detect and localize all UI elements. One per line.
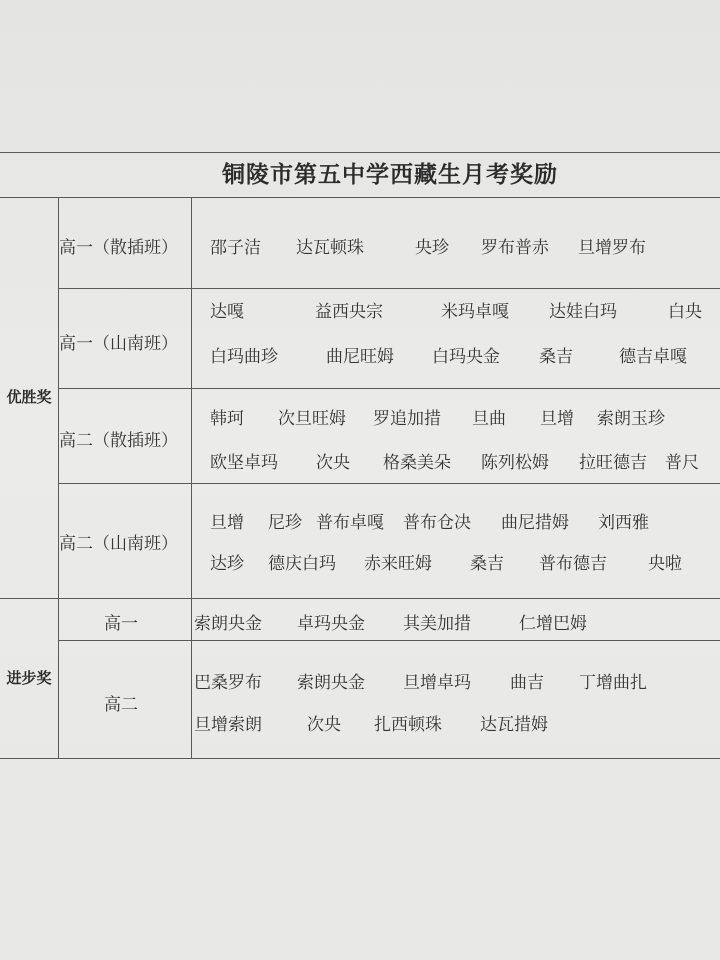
student-name: 桑吉 [470, 554, 504, 574]
table-bottom-border [0, 758, 720, 759]
student-name: 旦增卓玛 [403, 673, 471, 693]
student-name: 旦增 [540, 409, 574, 429]
student-name: 仁增巴姆 [519, 614, 587, 634]
student-name: 次央 [307, 715, 341, 735]
student-name: 索朗玉珍 [597, 409, 665, 429]
student-name: 卓玛央金 [297, 614, 365, 634]
student-name: 曲尼旺姆 [326, 347, 394, 367]
student-name: 索朗央金 [297, 673, 365, 693]
student-name: 曲吉 [510, 673, 544, 693]
class-label: 高一 [104, 614, 138, 634]
student-name: 邵子洁 [210, 238, 261, 258]
award-label-excellence: 优胜奖 [6, 388, 52, 406]
title-bottom-border [0, 197, 720, 198]
student-name: 曲尼措姆 [501, 513, 569, 533]
student-name: 达珍 [210, 554, 244, 574]
table-top-border [0, 152, 720, 153]
student-name: 达嘎 [210, 302, 244, 322]
row-divider [58, 388, 720, 389]
student-name: 央珍 [415, 238, 449, 258]
student-name: 米玛卓嘎 [441, 302, 509, 322]
class-label: 高一（山南班） [59, 334, 178, 354]
student-name: 拉旺德吉 [579, 453, 647, 473]
student-name: 白玛央金 [432, 347, 500, 367]
student-name: 益西央宗 [315, 302, 383, 322]
student-name: 巴桑罗布 [194, 673, 262, 693]
student-name: 德吉卓嘎 [619, 347, 687, 367]
class-label: 高二（散插班） [59, 431, 178, 451]
class-label: 高一（散插班） [59, 238, 178, 258]
column-divider [191, 197, 192, 598]
student-name: 普布卓嘎 [316, 513, 384, 533]
student-name: 赤来旺姆 [364, 554, 432, 574]
row-divider [58, 483, 720, 484]
column-divider [58, 197, 59, 758]
student-name: 白央 [668, 302, 702, 322]
student-name: 达瓦顿珠 [296, 238, 364, 258]
student-name: 旦增索朗 [194, 715, 262, 735]
student-name: 桑吉 [539, 347, 573, 367]
student-name: 扎西顿珠 [374, 715, 442, 735]
student-name: 刘西雅 [598, 513, 649, 533]
student-name: 德庆白玛 [268, 554, 336, 574]
student-name: 央啦 [648, 554, 682, 574]
student-name: 其美加措 [403, 614, 471, 634]
student-name: 普尺 [665, 453, 699, 473]
student-name: 索朗央金 [194, 614, 262, 634]
student-name: 白玛曲珍 [210, 347, 278, 367]
student-name: 普布仓决 [403, 513, 471, 533]
student-name: 尼珍 [268, 513, 302, 533]
column-divider [191, 598, 192, 758]
class-label: 高二 [104, 695, 138, 715]
section-divider [0, 598, 720, 599]
student-name: 欧坚卓玛 [210, 453, 278, 473]
row-divider [58, 640, 720, 641]
student-name: 次旦旺姆 [278, 409, 346, 429]
student-name: 达瓦措姆 [480, 715, 548, 735]
student-name: 韩珂 [210, 409, 244, 429]
award-label-progress: 进步奖 [6, 669, 52, 687]
student-name: 罗布普赤 [481, 238, 549, 258]
class-label: 高二（山南班） [59, 534, 178, 554]
student-name: 旦增罗布 [578, 238, 646, 258]
row-divider [58, 288, 720, 289]
student-name: 达娃白玛 [549, 302, 617, 322]
student-name: 丁增曲扎 [579, 673, 647, 693]
student-name: 旦曲 [472, 409, 506, 429]
document-title: 铜陵市第五中学西藏生月考奖励 [222, 162, 558, 188]
student-name: 普布德吉 [539, 554, 607, 574]
student-name: 次央 [316, 453, 350, 473]
student-name: 陈列松姆 [481, 453, 549, 473]
student-name: 罗追加措 [373, 409, 441, 429]
student-name: 格桑美朵 [383, 453, 451, 473]
student-name: 旦增 [210, 513, 244, 533]
